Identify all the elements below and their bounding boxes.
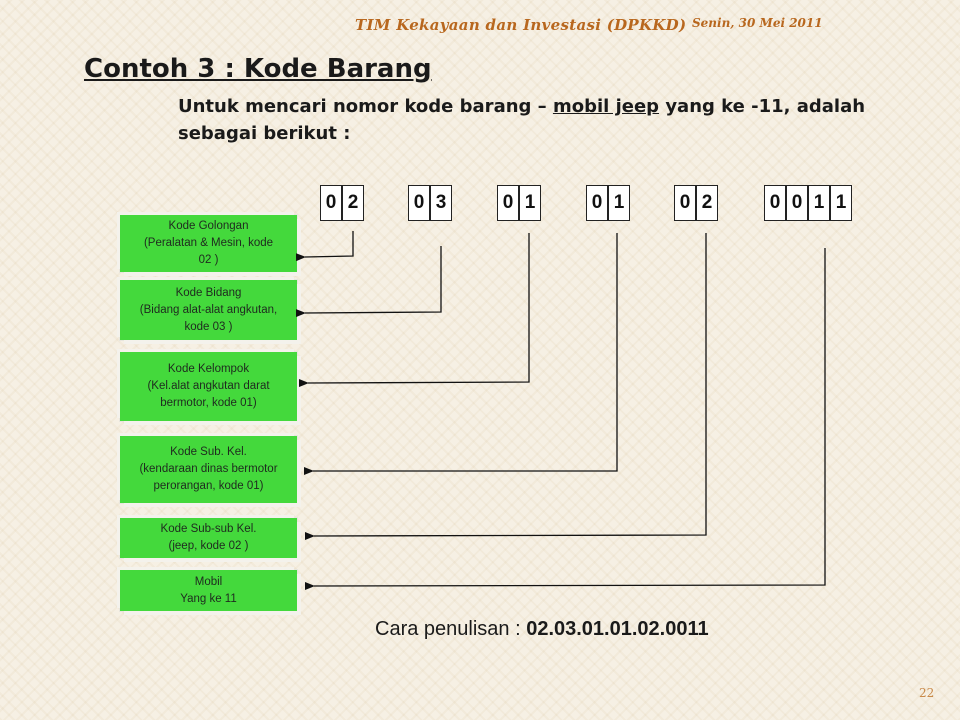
digit-subkel-1: 0 [586, 185, 608, 221]
organization-title: TIM Kekayaan dan Investasi (DPKKD) [355, 16, 687, 34]
label-line: Kode Kelompok [167, 363, 250, 375]
digit-subsubkel-2: 2 [696, 185, 718, 221]
writing-format-label: Cara penulisan : [375, 618, 527, 640]
connector-sub-sub-kel [314, 233, 706, 536]
slide-title: Contoh 3 : Kode Barang [84, 54, 432, 84]
label-line: bermotor, kode 01) [160, 397, 257, 409]
connector-kelompok [308, 233, 529, 383]
digit-kelompok-1: 0 [497, 185, 519, 221]
digit-subsubkel-1: 0 [674, 185, 696, 221]
page-number: 22 [919, 686, 935, 700]
digit-kelompok-2: 1 [519, 185, 541, 221]
label-line: kode 03 ) [184, 320, 233, 333]
label-line: (jeep, kode 02 ) [168, 540, 249, 552]
label-line: perorangan, kode 01) [153, 480, 264, 492]
label-line: Kode Golongan [168, 220, 249, 232]
writing-format [375, 618, 709, 641]
label-line: Mobil [194, 575, 223, 588]
date-label: Senin, 30 Mei 2011 [692, 16, 823, 30]
label-line: Kode Sub-sub Kel. [160, 523, 257, 535]
intro-highlight: mobil jeep [552, 96, 660, 117]
digit-urut-2: 0 [786, 185, 808, 221]
label-line: Kode Bidang [175, 286, 242, 299]
intro-part-3: yang ke -11, adalah sebagai berikut : [178, 96, 866, 144]
label-line: (Bidang alat-alat angkutan, [139, 303, 278, 316]
label-line: Kode Sub. Kel. [170, 446, 247, 458]
label-line: (Kel.alat angkutan darat [147, 380, 270, 392]
connector-sub-kel [313, 233, 617, 471]
digit-bidang-1: 0 [408, 185, 430, 221]
label-line: 02 ) [198, 254, 219, 266]
digit-bidang-2: 3 [430, 185, 452, 221]
intro-part-1: Untuk mencari nomor kode barang – [178, 96, 553, 117]
digit-golongan-2: 2 [342, 185, 364, 221]
connector-golongan [305, 231, 353, 257]
digit-urut-4: 1 [830, 185, 852, 221]
digit-urut-1: 0 [764, 185, 786, 221]
digit-subkel-2: 1 [608, 185, 630, 221]
label-line: (Peralatan & Mesin, kode [143, 237, 274, 249]
label-line: Yang ke 11 [180, 592, 237, 605]
digit-golongan-1: 0 [320, 185, 342, 221]
digit-urut-3: 1 [808, 185, 830, 221]
label-line: (kendaraan dinas bermotor [139, 463, 278, 475]
writing-format-code: 02.03.01.01.02.0011 [526, 618, 709, 640]
